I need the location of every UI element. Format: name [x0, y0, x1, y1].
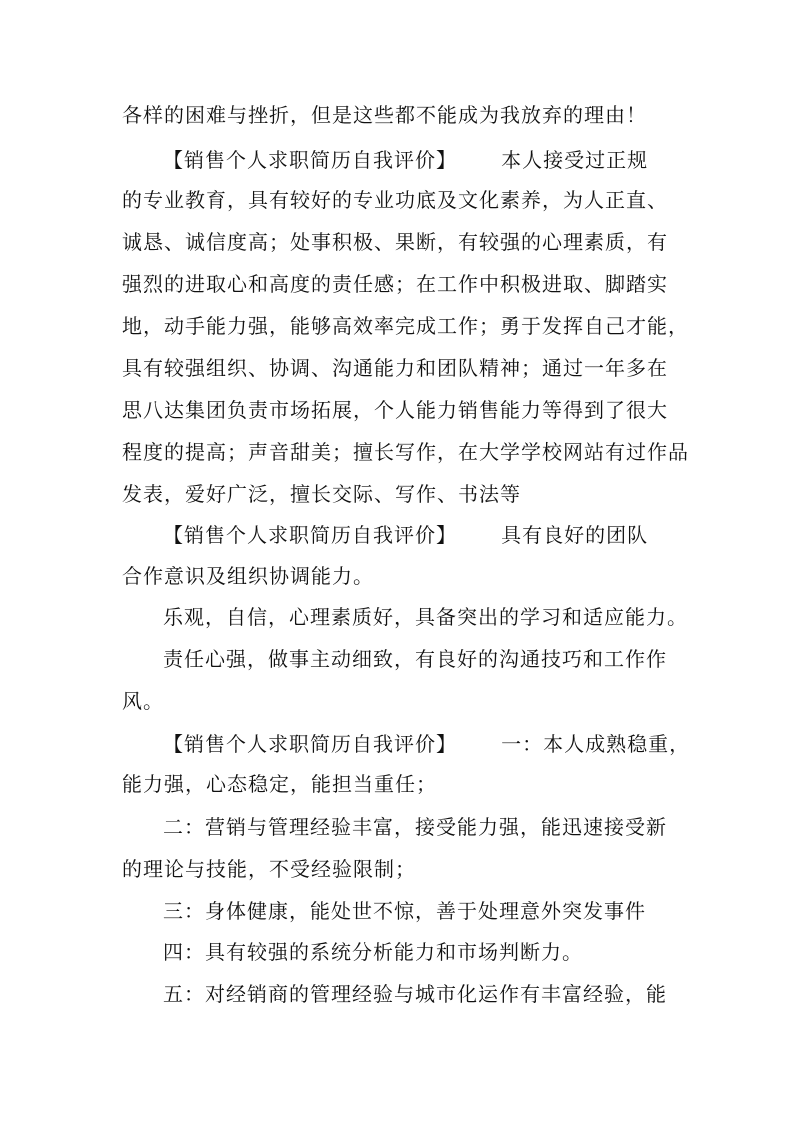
text-line: 的理论与技能，不受经验限制；: [122, 857, 416, 881]
text-line: 地，动手能力强，能够高效率完成工作；勇于发挥自己才能，: [122, 314, 689, 338]
text-line: 四：具有较强的系统分析能力和市场判断力。: [163, 940, 583, 964]
text-line: 各样的困难与挫折，但是这些都不能成为我放弃的理由！: [122, 103, 647, 127]
text-line: 乐观，自信，心理素质好，具备突出的学习和适应能力。: [163, 605, 688, 629]
section-heading-line: 【销售个人求职简历自我评价】 本人接受过正规: [163, 148, 649, 172]
section-heading-line: 【销售个人求职简历自我评价】 具有良好的团队: [163, 523, 649, 547]
text-line: 诚恳、诚信度高；处事积极、果断，有较强的心理素质，有: [122, 230, 668, 254]
text-line: 三：身体健康，能处世不惊，善于处理意外突发事件: [163, 899, 646, 923]
text-line: 的专业教育，具有较好的专业功底及文化素养，为人正直、: [122, 188, 668, 212]
text-line: 强烈的进取心和高度的责任感；在工作中积极进取、脚踏实: [122, 272, 668, 296]
text-line: 二：营销与管理经验丰富，接受能力强，能迅速接受新: [163, 815, 667, 839]
text-line: 能力强，心态稳定，能担当重任；: [122, 772, 437, 796]
text-line: 合作意识及组织协调能力。: [122, 564, 374, 588]
text-line: 具有较强组织、协调、沟通能力和团队精神；通过一年多在: [122, 356, 668, 380]
text-line: 发表，爱好广泛，擅长交际、写作、书法等: [122, 482, 521, 506]
text-line: 风。: [122, 689, 164, 713]
text-line: 五：对经销商的管理经验与城市化运作有丰富经验，能: [163, 982, 667, 1006]
text-line: 思八达集团负责市场拓展，个人能力销售能力等得到了很大: [122, 398, 668, 422]
text-line: 程度的提高；声音甜美；擅长写作，在大学学校网站有过作品: [122, 440, 689, 464]
section-heading-line: 【销售个人求职简历自我评价】 一：本人成熟稳重，: [163, 732, 691, 756]
text-line: 责任心强，做事主动细致，有良好的沟通技巧和工作作: [163, 647, 667, 671]
